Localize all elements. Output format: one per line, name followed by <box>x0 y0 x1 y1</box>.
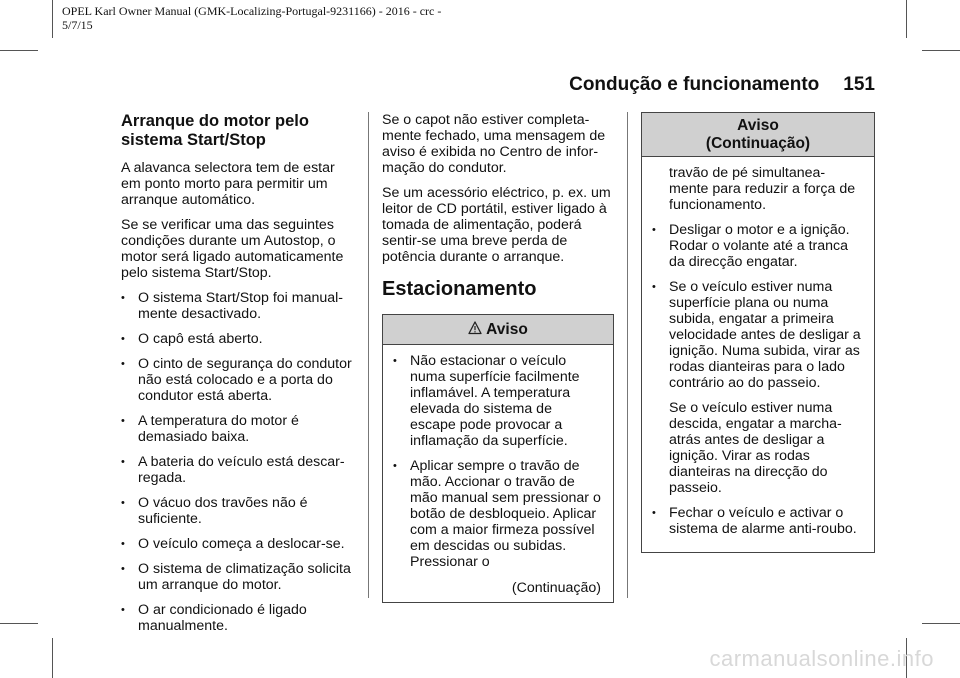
paragraph: Se se verificar uma das seguintes condições durante um Autostop, o motor será ligado automaticamente pelo sistema Start/Stop. <box>121 217 344 281</box>
list-item: • O ar condicionado é ligado manualmente. <box>121 602 357 634</box>
crop-mark <box>52 0 53 38</box>
list-item: • O capô está aberto. <box>121 331 357 347</box>
list-item: • Aplicar sempre o travão de mão. Accionar o travão de mão manual sem pressionar o botão de desbloqueio. Aplicar com a maior firmeza possível em descidas ou subidas. Pressionar o <box>393 458 601 570</box>
page-number: 151 <box>843 74 875 95</box>
paragraph: Se o capot não estiver completa-mente fechado, uma mensagem de aviso é exibida no Centro de infor-mação do condutor. <box>382 112 606 176</box>
crop-mark <box>922 623 960 624</box>
crop-mark <box>0 50 38 51</box>
warning-subtitle: (Continuação) <box>705 135 811 152</box>
crop-mark <box>52 638 53 678</box>
warning-title: Aviso <box>737 117 779 134</box>
column-divider <box>627 112 628 598</box>
paragraph: Se um acessório eléctrico, p. ex. um leitor de CD portátil, estiver ligado à tomada de alimentação, poderá sentir-se uma breve perda de potência durante o arranque. <box>382 185 611 265</box>
column-divider <box>368 112 369 598</box>
list-item: • Se o veículo estiver numa superfície plana ou numa subida, engatar a primeira velocidade antes de desligar a ignição. Numa subida, virar as rodas dianteiras para o lado contrário ao do passeio. <box>652 279 862 391</box>
column-3 <box>641 112 875 553</box>
crop-mark <box>0 623 38 624</box>
list-item: • O sistema de climatização solicita um arranque do motor. <box>121 561 357 593</box>
continuation-note: (Continuação) <box>511 580 601 596</box>
list-item: • O veículo começa a deslocar-se. <box>121 536 357 552</box>
paragraph: travão de pé simultanea-mente para reduzir a força de funcionamento. <box>669 165 856 213</box>
list-item: • Não estacionar o veículo numa superfície facilmente inflamável. A temperatura elevada do sistema de escape pode provocar a inflamação da superfície. <box>393 353 601 449</box>
paragraph: Se o veículo estiver numa descida, engatar a marcha-atrás antes de desligar a ignição. Virar as rodas dianteiras na direcção do passeio. <box>669 400 842 496</box>
list-item: • O cinto de segurança do condutor não está colocado e a porta do condutor está aberta. <box>121 356 357 404</box>
warning-body <box>383 345 613 602</box>
column-1 <box>121 112 357 643</box>
list-item: • Fechar o veículo e activar o sistema de alarme anti-roubo. <box>652 505 862 537</box>
watermark: carmanualsonline.info <box>709 646 934 671</box>
bullet-list <box>652 505 862 537</box>
warning-box-continued <box>641 112 875 553</box>
bullet-list <box>121 290 357 634</box>
list-item: • A bateria do veículo está descar-regada. <box>121 454 357 486</box>
document-header <box>62 4 492 32</box>
bullet-list <box>652 222 862 391</box>
list-item: • Desligar o motor e a ignição. Rodar o volante até a tranca da direcção engatar. <box>652 222 862 270</box>
list-item: • A temperatura do motor é demasiado baixa. <box>121 413 357 445</box>
header-line-2: 5/7/15 <box>62 18 93 32</box>
warning-title: Aviso <box>486 321 528 338</box>
section-heading: Arranque do motor pelo sistema Start/Stop <box>121 112 309 149</box>
paragraph: A alavanca selectora tem de estar em ponto morto para permitir um arranque automático. <box>121 160 335 208</box>
section-heading: Estacionamento <box>382 278 537 300</box>
crop-mark <box>922 50 960 51</box>
warning-header <box>642 113 874 157</box>
running-head <box>569 74 875 96</box>
list-item: • O sistema Start/Stop foi manual-mente desactivado. <box>121 290 357 322</box>
warning-triangle-icon <box>468 321 482 335</box>
crop-mark <box>906 0 907 38</box>
header-line-1: OPEL Karl Owner Manual (GMK-Localizing-Portugal-9231166) - 2016 - crc - <box>62 4 442 18</box>
warning-box <box>382 314 614 603</box>
warning-body <box>642 157 874 552</box>
warning-header <box>383 315 613 345</box>
list-item: • O vácuo dos travões não é suficiente. <box>121 495 357 527</box>
bullet-list <box>393 353 601 570</box>
section-title: Condução e funcionamento <box>569 74 820 95</box>
column-2 <box>382 112 614 603</box>
